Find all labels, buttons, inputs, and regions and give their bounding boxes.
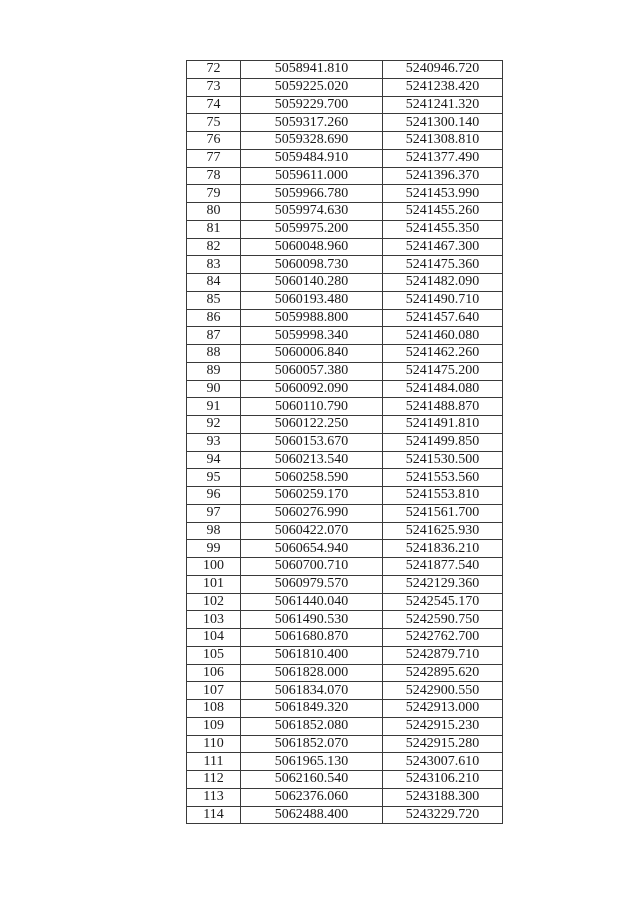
point-number-cell: 97 — [187, 504, 241, 522]
point-number-cell: 90 — [187, 380, 241, 398]
table-row — [187, 522, 503, 540]
table-row — [187, 700, 503, 718]
table-row — [187, 185, 503, 203]
x-coordinate-cell: 5061852.070 — [241, 735, 383, 753]
y-coordinate-cell: 5242915.280 — [383, 735, 503, 753]
point-number-cell: 101 — [187, 575, 241, 593]
y-coordinate-cell: 5241300.140 — [383, 114, 503, 132]
point-number-cell: 108 — [187, 700, 241, 718]
point-number-cell: 85 — [187, 291, 241, 309]
x-coordinate-cell: 5061834.070 — [241, 682, 383, 700]
x-coordinate-cell: 5060193.480 — [241, 291, 383, 309]
y-coordinate-cell: 5242590.750 — [383, 611, 503, 629]
x-coordinate-cell: 5061828.000 — [241, 664, 383, 682]
table-row — [187, 433, 503, 451]
point-number-cell: 75 — [187, 114, 241, 132]
point-number-cell: 74 — [187, 96, 241, 114]
x-coordinate-cell: 5060654.940 — [241, 540, 383, 558]
point-number-cell: 112 — [187, 771, 241, 789]
y-coordinate-cell: 5241530.500 — [383, 451, 503, 469]
y-coordinate-cell: 5241455.350 — [383, 220, 503, 238]
table-row — [187, 788, 503, 806]
table-row — [187, 398, 503, 416]
x-coordinate-cell: 5060057.380 — [241, 362, 383, 380]
point-number-cell: 104 — [187, 629, 241, 647]
y-coordinate-cell: 5242913.000 — [383, 700, 503, 718]
table-row — [187, 345, 503, 363]
x-coordinate-cell: 5060700.710 — [241, 558, 383, 576]
table-row — [187, 629, 503, 647]
table-row — [187, 611, 503, 629]
x-coordinate-cell: 5060140.280 — [241, 274, 383, 292]
table-row — [187, 504, 503, 522]
x-coordinate-cell: 5059966.780 — [241, 185, 383, 203]
table-row — [187, 114, 503, 132]
table-row — [187, 469, 503, 487]
table-row — [187, 78, 503, 96]
table-row — [187, 682, 503, 700]
y-coordinate-cell: 5241455.260 — [383, 203, 503, 221]
y-coordinate-cell: 5241482.090 — [383, 274, 503, 292]
x-coordinate-cell: 5062488.400 — [241, 806, 383, 824]
table-row — [187, 487, 503, 505]
x-coordinate-cell: 5062376.060 — [241, 788, 383, 806]
point-number-cell: 92 — [187, 416, 241, 434]
point-number-cell: 102 — [187, 593, 241, 611]
y-coordinate-cell: 5242129.360 — [383, 575, 503, 593]
table-row — [187, 167, 503, 185]
y-coordinate-cell: 5241453.990 — [383, 185, 503, 203]
point-number-cell: 105 — [187, 646, 241, 664]
point-number-cell: 114 — [187, 806, 241, 824]
x-coordinate-cell: 5059229.700 — [241, 96, 383, 114]
table-row — [187, 203, 503, 221]
y-coordinate-cell: 5241484.080 — [383, 380, 503, 398]
x-coordinate-cell: 5059225.020 — [241, 78, 383, 96]
table-row — [187, 362, 503, 380]
table-row — [187, 771, 503, 789]
table-row — [187, 540, 503, 558]
y-coordinate-cell: 5241457.640 — [383, 309, 503, 327]
point-number-cell: 96 — [187, 487, 241, 505]
x-coordinate-cell: 5059611.000 — [241, 167, 383, 185]
point-number-cell: 93 — [187, 433, 241, 451]
point-number-cell: 72 — [187, 61, 241, 79]
coordinates-table — [186, 60, 503, 824]
point-number-cell: 76 — [187, 132, 241, 150]
y-coordinate-cell: 5241877.540 — [383, 558, 503, 576]
table-row — [187, 558, 503, 576]
x-coordinate-cell: 5059988.800 — [241, 309, 383, 327]
table-row — [187, 593, 503, 611]
table-row — [187, 416, 503, 434]
table-row — [187, 717, 503, 735]
x-coordinate-cell: 5059975.200 — [241, 220, 383, 238]
table-row — [187, 220, 503, 238]
y-coordinate-cell: 5241488.870 — [383, 398, 503, 416]
point-number-cell: 82 — [187, 238, 241, 256]
y-coordinate-cell: 5242915.230 — [383, 717, 503, 735]
x-coordinate-cell: 5060422.070 — [241, 522, 383, 540]
table-row — [187, 575, 503, 593]
y-coordinate-cell: 5241462.260 — [383, 345, 503, 363]
x-coordinate-cell: 5060006.840 — [241, 345, 383, 363]
point-number-cell: 95 — [187, 469, 241, 487]
point-number-cell: 110 — [187, 735, 241, 753]
y-coordinate-cell: 5241377.490 — [383, 149, 503, 167]
table-row — [187, 753, 503, 771]
x-coordinate-cell: 5059328.690 — [241, 132, 383, 150]
table-row — [187, 61, 503, 79]
y-coordinate-cell: 5243007.610 — [383, 753, 503, 771]
y-coordinate-cell: 5241491.810 — [383, 416, 503, 434]
table-row — [187, 256, 503, 274]
x-coordinate-cell: 5059998.340 — [241, 327, 383, 345]
table-row — [187, 309, 503, 327]
point-number-cell: 111 — [187, 753, 241, 771]
point-number-cell: 113 — [187, 788, 241, 806]
x-coordinate-cell: 5060276.990 — [241, 504, 383, 522]
point-number-cell: 79 — [187, 185, 241, 203]
point-number-cell: 89 — [187, 362, 241, 380]
point-number-cell: 106 — [187, 664, 241, 682]
x-coordinate-cell: 5061680.870 — [241, 629, 383, 647]
x-coordinate-cell: 5060979.570 — [241, 575, 383, 593]
x-coordinate-cell: 5061490.530 — [241, 611, 383, 629]
y-coordinate-cell: 5242762.700 — [383, 629, 503, 647]
point-number-cell: 91 — [187, 398, 241, 416]
point-number-cell: 84 — [187, 274, 241, 292]
y-coordinate-cell: 5241561.700 — [383, 504, 503, 522]
x-coordinate-cell: 5060048.960 — [241, 238, 383, 256]
y-coordinate-cell: 5241475.360 — [383, 256, 503, 274]
y-coordinate-cell: 5242900.550 — [383, 682, 503, 700]
x-coordinate-cell: 5060092.090 — [241, 380, 383, 398]
table-row — [187, 274, 503, 292]
y-coordinate-cell: 5241836.210 — [383, 540, 503, 558]
table-row — [187, 96, 503, 114]
x-coordinate-cell: 5058941.810 — [241, 61, 383, 79]
x-coordinate-cell: 5061849.320 — [241, 700, 383, 718]
point-number-cell: 87 — [187, 327, 241, 345]
table-row — [187, 451, 503, 469]
x-coordinate-cell: 5061965.130 — [241, 753, 383, 771]
table-row — [187, 735, 503, 753]
point-number-cell: 81 — [187, 220, 241, 238]
y-coordinate-cell: 5242545.170 — [383, 593, 503, 611]
point-number-cell: 94 — [187, 451, 241, 469]
x-coordinate-cell: 5061440.040 — [241, 593, 383, 611]
x-coordinate-cell: 5061852.080 — [241, 717, 383, 735]
x-coordinate-cell: 5060258.590 — [241, 469, 383, 487]
point-number-cell: 103 — [187, 611, 241, 629]
y-coordinate-cell: 5240946.720 — [383, 61, 503, 79]
point-number-cell: 100 — [187, 558, 241, 576]
y-coordinate-cell: 5241475.200 — [383, 362, 503, 380]
y-coordinate-cell: 5243106.210 — [383, 771, 503, 789]
table-row — [187, 380, 503, 398]
table-row — [187, 238, 503, 256]
y-coordinate-cell: 5242895.620 — [383, 664, 503, 682]
x-coordinate-cell: 5060213.540 — [241, 451, 383, 469]
y-coordinate-cell: 5241396.370 — [383, 167, 503, 185]
table-row — [187, 132, 503, 150]
x-coordinate-cell: 5062160.540 — [241, 771, 383, 789]
y-coordinate-cell: 5242879.710 — [383, 646, 503, 664]
y-coordinate-cell: 5241467.300 — [383, 238, 503, 256]
table-row — [187, 291, 503, 309]
y-coordinate-cell: 5241553.810 — [383, 487, 503, 505]
y-coordinate-cell: 5241625.930 — [383, 522, 503, 540]
y-coordinate-cell: 5241553.560 — [383, 469, 503, 487]
point-number-cell: 86 — [187, 309, 241, 327]
coordinates-table-body — [187, 61, 503, 824]
point-number-cell: 73 — [187, 78, 241, 96]
x-coordinate-cell: 5059484.910 — [241, 149, 383, 167]
x-coordinate-cell: 5059317.260 — [241, 114, 383, 132]
x-coordinate-cell: 5060098.730 — [241, 256, 383, 274]
y-coordinate-cell: 5243229.720 — [383, 806, 503, 824]
point-number-cell: 78 — [187, 167, 241, 185]
point-number-cell: 107 — [187, 682, 241, 700]
y-coordinate-cell: 5243188.300 — [383, 788, 503, 806]
y-coordinate-cell: 5241460.080 — [383, 327, 503, 345]
y-coordinate-cell: 5241238.420 — [383, 78, 503, 96]
point-number-cell: 98 — [187, 522, 241, 540]
point-number-cell: 109 — [187, 717, 241, 735]
x-coordinate-cell: 5060110.790 — [241, 398, 383, 416]
y-coordinate-cell: 5241499.850 — [383, 433, 503, 451]
x-coordinate-cell: 5059974.630 — [241, 203, 383, 221]
x-coordinate-cell: 5060122.250 — [241, 416, 383, 434]
y-coordinate-cell: 5241241.320 — [383, 96, 503, 114]
y-coordinate-cell: 5241490.710 — [383, 291, 503, 309]
point-number-cell: 77 — [187, 149, 241, 167]
table-row — [187, 327, 503, 345]
point-number-cell: 99 — [187, 540, 241, 558]
x-coordinate-cell: 5060153.670 — [241, 433, 383, 451]
table-row — [187, 149, 503, 167]
table-row — [187, 646, 503, 664]
point-number-cell: 88 — [187, 345, 241, 363]
point-number-cell: 83 — [187, 256, 241, 274]
point-number-cell: 80 — [187, 203, 241, 221]
table-row — [187, 664, 503, 682]
y-coordinate-cell: 5241308.810 — [383, 132, 503, 150]
x-coordinate-cell: 5060259.170 — [241, 487, 383, 505]
table-row — [187, 806, 503, 824]
x-coordinate-cell: 5061810.400 — [241, 646, 383, 664]
